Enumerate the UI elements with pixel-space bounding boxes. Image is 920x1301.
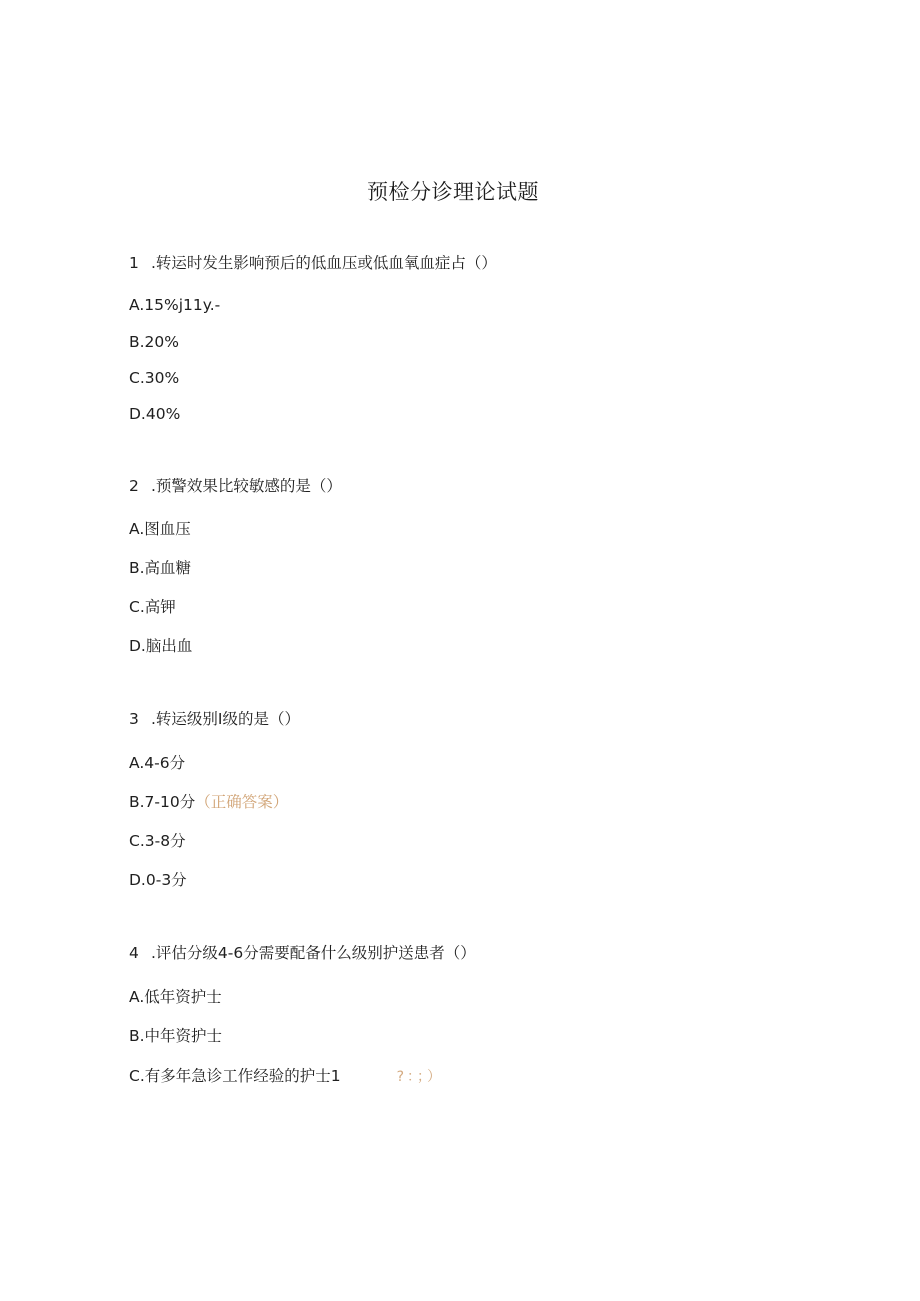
question-2-option-c: C.高钾 [129,598,176,616]
question-2-stem [129,476,342,496]
question-3-option-a: A.4-6分 [129,754,186,772]
question-3-option-d: D.0-3分 [129,871,187,889]
page-title: 预检分诊理论试题 [367,180,539,204]
question-text: .评估分级4-6分需要配备什么级别护送患者（） [151,944,476,962]
question-1-stem [129,253,497,273]
question-number: 2 [129,477,139,495]
question-1-option-d: D.40% [129,405,181,423]
question-number: 4 [129,944,139,962]
question-3-option-b [129,792,288,812]
question-4-option-a: A.低年资护士 [129,988,222,1006]
question-1-option-c: C.30% [129,369,180,387]
question-2-option-b: B.高血糖 [129,559,192,577]
question-1-option-a: A.15%j​11y.- [129,296,221,314]
question-number: 3 [129,710,139,728]
question-2-option-a: A.图血压 [129,520,191,538]
correct-answer-note: （正确答案） [195,793,289,811]
question-2-option-d: D.脑出血 [129,637,193,655]
option-text: C.有多年急诊工作经验的护士1 [129,1067,341,1085]
question-4-stem [129,943,476,963]
question-text: .转运级别I级的是（） [151,710,300,728]
question-text: .预警效果比较敏感的是（） [151,477,342,495]
question-text: .转运时发生影响预后的低血压或低血氧血症占（） [151,254,497,272]
faint-answer-mark: ?：；） [396,1069,445,1085]
question-3-stem [129,709,300,729]
question-1-option-b: B.20% [129,333,180,351]
question-4-option-c [129,1066,444,1087]
option-text: B.7-10分 [129,793,196,811]
question-3-option-c: C.3-8分 [129,832,186,850]
question-4-option-b: B.中年资护士 [129,1027,223,1045]
question-number: 1 [129,254,139,272]
